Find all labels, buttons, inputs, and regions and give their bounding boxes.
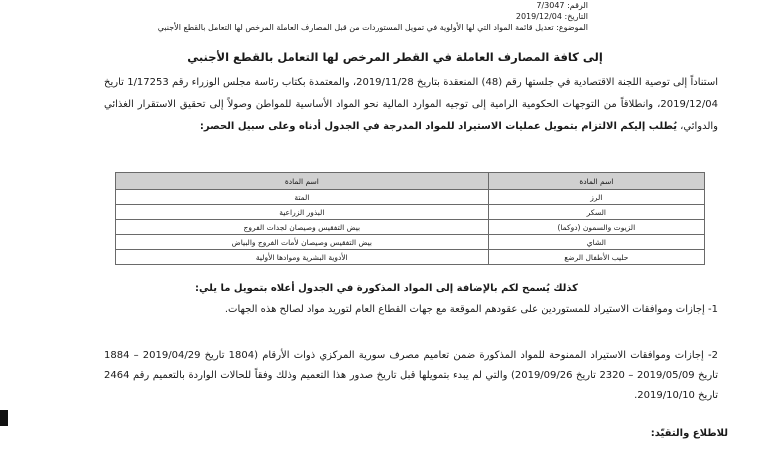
table-cell: حليب الأطفال الرضع — [488, 250, 704, 265]
clause-text: إجازات وموافقات الاستيراد للمستوردين على عقودهم الموقعة مع جهات القطاع العام لتوريد مواد لصالح هذه الجهات. — [224, 304, 705, 315]
intro-paragraph — [104, 72, 718, 138]
table-row — [116, 190, 705, 205]
clause-number: 1- — [708, 304, 718, 315]
table-cell: الأدوية البشرية وموادها الأولية — [116, 250, 489, 265]
table-cell: بيض التفقيس وصيصان لأمات الفروج والبياض — [116, 235, 489, 250]
additional-items-heading: كذلك يُسمح لكم بالإضافة إلى المواد المذكورة في الجدول أعلاه بتمويل ما يلي: — [195, 283, 578, 294]
table-header-cell: اسم المادة — [116, 173, 489, 190]
items-table — [115, 172, 705, 265]
table-cell: بيض التفقيس وصيصان لجدات الفروج — [116, 220, 489, 235]
table-row — [116, 250, 705, 265]
scan-edge-marker — [0, 410, 8, 426]
table-cell: الرز — [488, 190, 704, 205]
document-title: إلى كافة المصارف العاملة في القطر المرخص لها التعامل بالقطع الأجنبي — [187, 50, 603, 64]
table-row — [116, 205, 705, 220]
table-header-row — [116, 173, 705, 190]
clause-text: إجازات وموافقات الاستيراد الممنوحة للمواد المذكورة ضمن تعاميم مصرف سورية المركزي ذوات الأرقام (1804 تاريخ 2019/04/29 – 1884 تاريخ 2019/05/09 – 2320 تاريخ 2019/09/26) والتي لم يبدء بتمويلها قبل تاريخ صدور هذا التعميم وذلك وفقاً للحالات الواردة بالتعميم رقم 2464 تاريخ 2019/10/10. — [104, 350, 718, 401]
table-cell: السكر — [488, 205, 704, 220]
table-row — [116, 235, 705, 250]
closing-line: للاطلاع والتقيّد: — [650, 428, 728, 439]
document-header — [157, 0, 588, 33]
clause-2 — [104, 346, 718, 406]
clause-1 — [104, 300, 718, 320]
intro-body: استناداً إلى توصية اللجنة الاقتصادية في جلستها رقم (48) المنعقدة بتاريخ 2019/11/28، والمعتمدة بكتاب رئاسة مجلس الوزراء رقم 1/17253 تاريخ 2019/12/04، وانطلاقاً من التوجهات الحكومية الرامية إلى توجيه الموارد المالية نحو المواد الأساسية للمواطن وصولاً إلى تحقيق الاستقرار الغذائي والدوائي، — [104, 77, 718, 132]
table-header-cell: اسم المادة — [488, 173, 704, 190]
table-cell: الزيوت والسمون (دوكما) — [488, 220, 704, 235]
document-date: التاريخ: 2019/12/04 — [515, 12, 588, 21]
table-cell: البذور الزراعية — [116, 205, 489, 220]
ref-number: الرقم: 7/3047 — [536, 1, 588, 10]
table-cell: الشاي — [488, 235, 704, 250]
clause-number: 2- — [708, 350, 718, 361]
document-subject: الموضوع: تعديل قائمة المواد التي لها الأولوية في تمويل المستوردات من قبل المصارف العاملة المرخص لها التعامل بالقطع الأجنبي — [157, 23, 588, 32]
table-row — [116, 220, 705, 235]
intro-bold: يُطلب إليكم الالتزام بتمويل عمليات الاستيراد للمواد المدرجة في الجدول أدناه وعلى سبيل الحصر: — [199, 121, 677, 132]
table-cell: المتة — [116, 190, 489, 205]
